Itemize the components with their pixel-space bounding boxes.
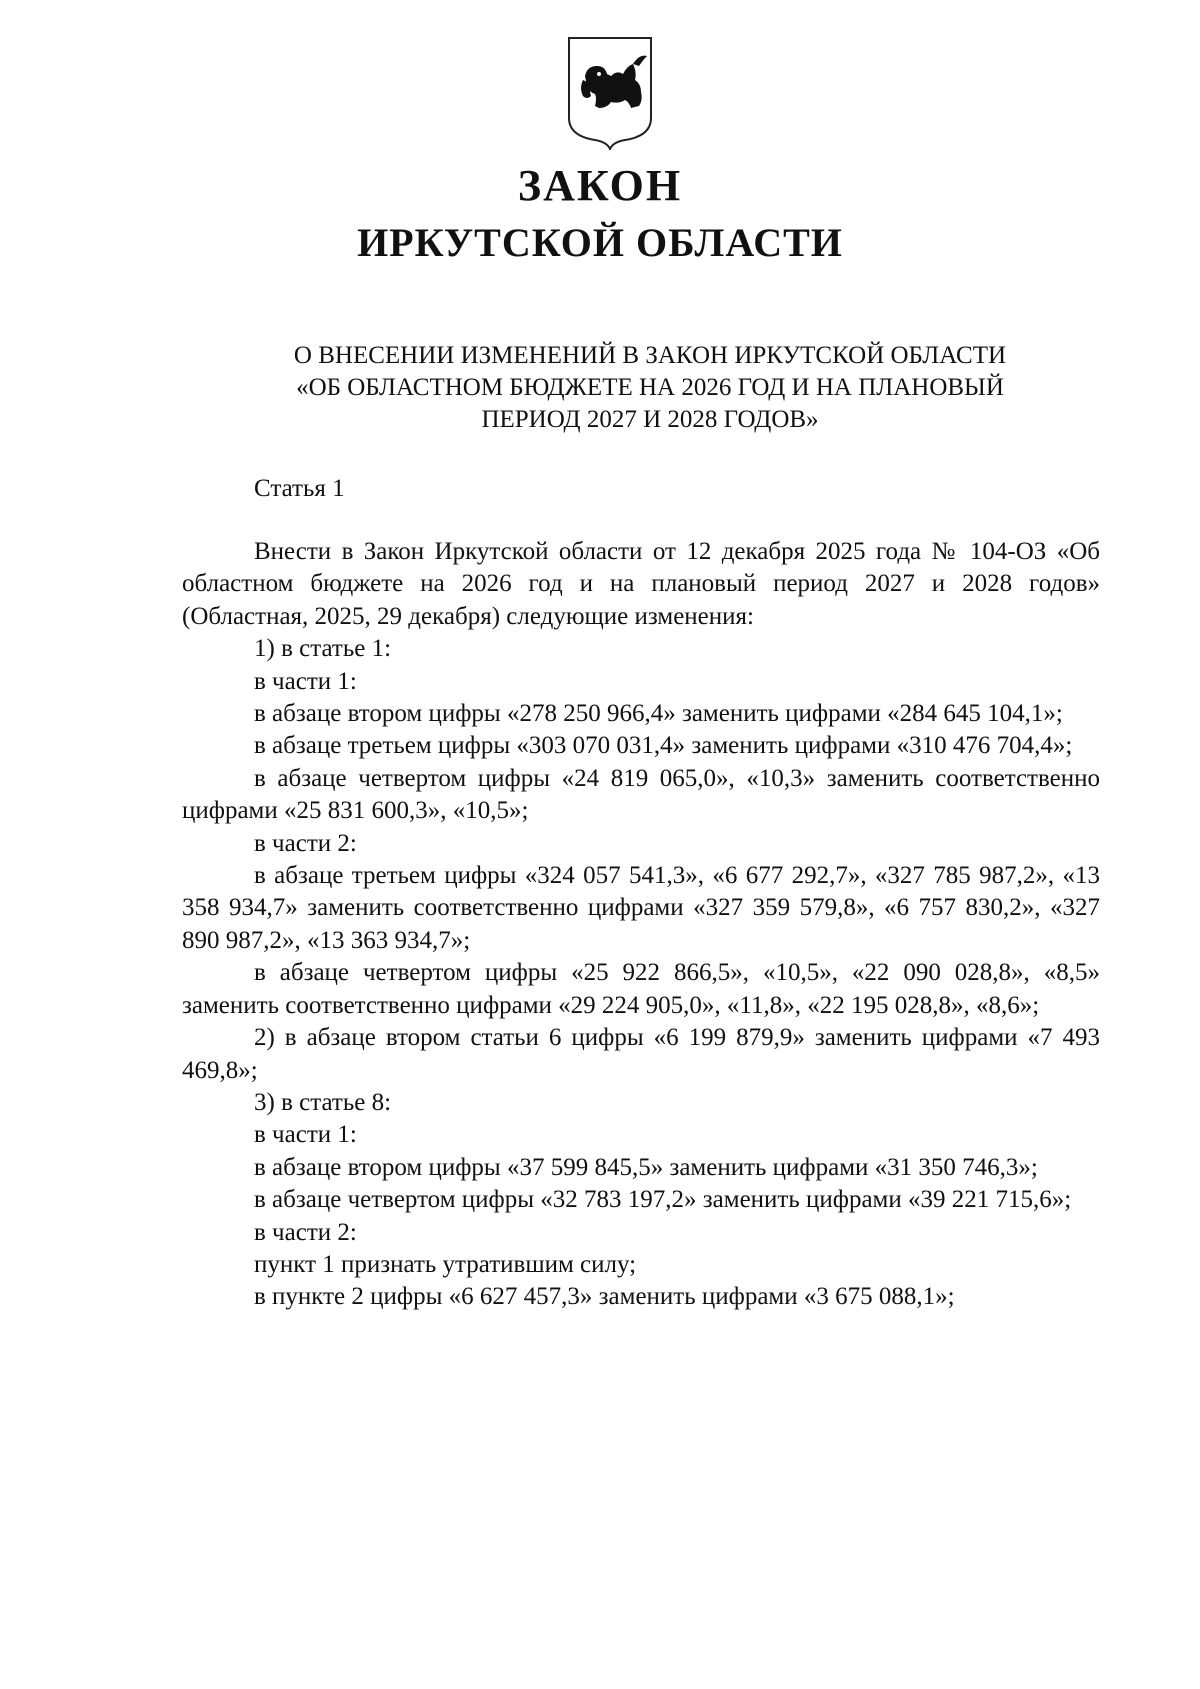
- paragraph: в части 2:: [254, 1218, 357, 1246]
- paragraph: 3) в статье 8:: [254, 1088, 392, 1116]
- paragraph: 2) в абзаце втором статьи 6 цифры «6 199 879,9» заменить цифрами «7 493 469,8»;: [182, 1024, 1100, 1084]
- law-title: ЗАКОН: [517, 161, 683, 210]
- paragraph: Внести в Закон Иркутской области от 12 декабря 2025 года № 104-ОЗ «Об областном бюджете на 2026 год и на плановый период 2027 и 2028 годов» (Областная, 2025, 29 декабря) следующие изменения:: [182, 538, 1100, 630]
- article-body: [182, 536, 1100, 1314]
- region-subtitle: ИРКУТСКОЙ ОБЛАСТИ: [357, 220, 843, 265]
- article-label: Статья 1: [254, 475, 345, 502]
- paragraph: в части 2:: [254, 829, 357, 857]
- heading-line: ПЕРИОД 2027 И 2028 ГОДОВ»: [481, 406, 819, 433]
- paragraph: в абзаце втором цифры «37 599 845,5» заменить цифрами «31 350 746,3»;: [254, 1153, 1038, 1181]
- paragraph: в части 1:: [254, 1121, 357, 1149]
- paragraph: в абзаце четвертом цифры «25 922 866,5», «10,5», «22 090 028,8», «8,5» заменить соответственно цифрами «29 224 905,0», «11,8», «22 195 028,8», «8,6»;: [182, 959, 1100, 1019]
- paragraph: пункт 1 признать утратившим силу;: [254, 1250, 637, 1278]
- paragraph: в абзаце четвертом цифры «32 783 197,2» заменить цифрами «39 221 715,6»;: [254, 1186, 1072, 1214]
- irkutsk-coat-of-arms-icon: [565, 36, 655, 150]
- paragraph: в пункте 2 цифры «6 627 457,3» заменить цифрами «3 675 088,1»;: [254, 1283, 955, 1311]
- paragraph: в части 1:: [254, 667, 357, 695]
- paragraph: в абзаце третьем цифры «324 057 541,3», «6 677 292,7», «327 785 987,2», «13 358 934,7» заменить соответственно цифрами «327 359 579,8», «6 757 830,2», «327 890 987,2», «13 363 934,7»;: [182, 862, 1100, 954]
- heading-line: «ОБ ОБЛАСТНОМ БЮДЖЕТЕ НА 2026 ГОД И НА ПЛАНОВЫЙ: [296, 374, 1004, 401]
- heading-line: О ВНЕСЕНИИ ИЗМЕНЕНИЙ В ЗАКОН ИРКУТСКОЙ ОБЛАСТИ: [293, 342, 1007, 369]
- paragraph: в абзаце втором цифры «278 250 966,4» заменить цифрами «284 645 104,1»;: [254, 700, 1063, 728]
- paragraph: в абзаце четвертом цифры «24 819 065,0», «10,3» заменить соответственно цифрами «25 831 600,3», «10,5»;: [182, 764, 1100, 825]
- law-heading: [200, 340, 1100, 436]
- paragraph: в абзаце третьем цифры «303 070 031,4» заменить цифрами «310 476 704,4»;: [254, 732, 1073, 760]
- paragraph: 1) в статье 1:: [254, 635, 392, 663]
